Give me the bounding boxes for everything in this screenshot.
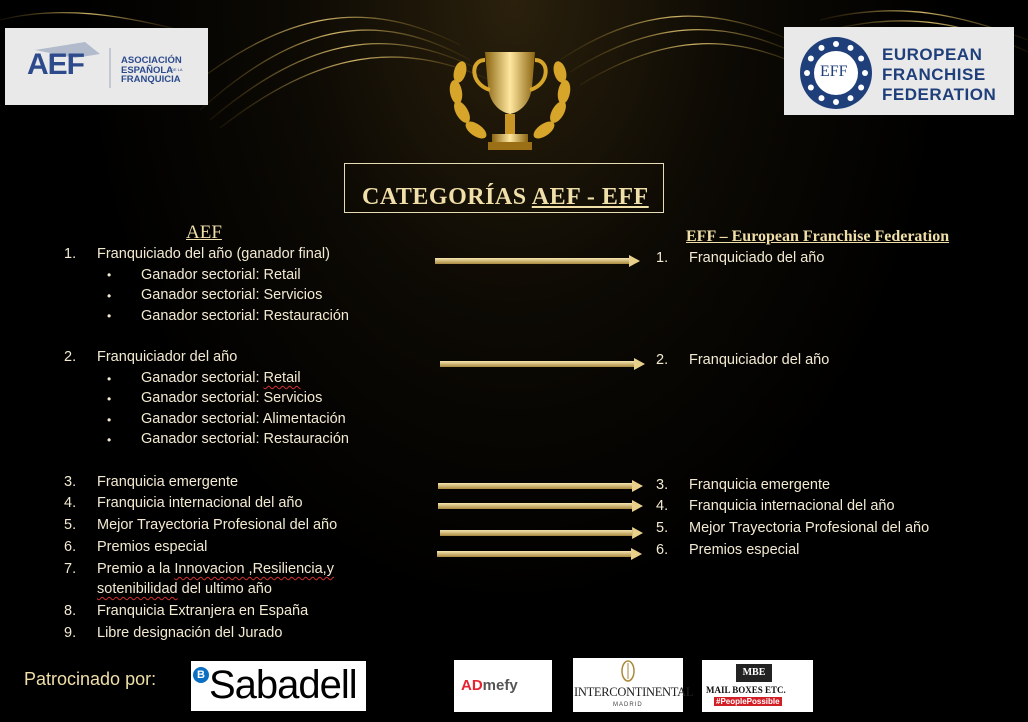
sabadell-wordmark: Sabadell bbox=[209, 663, 357, 707]
sabadell-b-badge: B bbox=[193, 667, 209, 683]
eff-star-icon bbox=[858, 56, 864, 62]
title-prefix: CATEGORÍAS bbox=[362, 184, 532, 210]
intercontinental-emblem-icon bbox=[621, 660, 635, 682]
aef-item-8-label: Franquicia Extranjera en España bbox=[97, 603, 309, 619]
eff-item-6-label: Premios especial bbox=[689, 542, 800, 558]
aef-sub1-2: Ganador sectorial: Servicios bbox=[141, 287, 323, 303]
mbe-logo bbox=[702, 660, 813, 712]
eff-logo-line2: FRANCHISE bbox=[882, 65, 986, 84]
aef-item-3-num: 3. bbox=[64, 474, 77, 490]
aef-item-7-a: Premio a la bbox=[97, 561, 175, 577]
aef-item-4-label: Franquicia internacional del año bbox=[97, 495, 303, 511]
sponsor-label: Patrocinado por: bbox=[24, 669, 157, 689]
bullet: • bbox=[107, 289, 112, 303]
eff-item-5-num: 5. bbox=[656, 520, 669, 536]
eff-item-2-num: 2. bbox=[656, 352, 669, 368]
aef-item-7-d: del ultimo año bbox=[177, 581, 272, 597]
aef-item-7-line2 bbox=[97, 581, 272, 597]
arrow-right-icon bbox=[440, 358, 645, 370]
aef-item-4-num: 4. bbox=[64, 495, 77, 511]
bullet: • bbox=[107, 392, 112, 406]
mbe-wordmark: MAIL BOXES ETC. bbox=[706, 685, 786, 695]
aef-sub2-2: Ganador sectorial: Servicios bbox=[141, 390, 323, 406]
aef-logo-line2: ESPAÑOLA bbox=[121, 65, 174, 76]
eff-star-icon bbox=[862, 70, 868, 76]
aef-item-7-line1 bbox=[97, 561, 334, 577]
eff-star-icon bbox=[819, 45, 825, 51]
aef-sub2-prefix: Ganador sectorial: bbox=[141, 370, 264, 386]
eff-star-icon bbox=[808, 85, 814, 91]
eff-star-icon bbox=[858, 85, 864, 91]
aef-heading: AEF bbox=[186, 222, 222, 243]
aef-sub2-1 bbox=[141, 370, 301, 386]
aef-logo-line3: FRANQUICIA bbox=[121, 74, 181, 85]
eff-item-3-num: 3. bbox=[656, 477, 669, 493]
aef-sub1-3: Ganador sectorial: Restauración bbox=[141, 308, 349, 324]
arrow-right-icon bbox=[435, 255, 640, 267]
eff-emblem-text: EFF bbox=[820, 63, 848, 80]
eff-item-1-num: 1. bbox=[656, 250, 669, 266]
eff-star-icon bbox=[848, 45, 854, 51]
arrow-right-icon bbox=[440, 527, 643, 539]
aef-item-7-num: 7. bbox=[64, 561, 77, 577]
admefy-mefy: mefy bbox=[482, 677, 518, 694]
aef-item-7-b: Innovacion ,Resiliencia,y bbox=[174, 561, 334, 577]
eff-star-icon bbox=[819, 95, 825, 101]
aef-logo-de-la: DE LA bbox=[171, 67, 183, 72]
eff-item-2-label: Franquiciador del año bbox=[689, 352, 830, 368]
bullet: • bbox=[107, 413, 112, 427]
arrow-right-icon bbox=[437, 548, 642, 560]
intercontinental-wordmark: INTERCONTINENTAL bbox=[574, 685, 694, 699]
eff-star-icon bbox=[833, 41, 839, 47]
eff-item-3-label: Franquicia emergente bbox=[689, 477, 831, 493]
aef-item-9-label: Libre designación del Jurado bbox=[97, 625, 283, 641]
aef-item-1-label: Franquiciado del año (ganador final) bbox=[97, 246, 330, 262]
aef-logo bbox=[5, 28, 208, 105]
sabadell-logo bbox=[191, 661, 366, 711]
eff-star-icon bbox=[833, 99, 839, 105]
aef-item-1-num: 1. bbox=[64, 246, 77, 262]
eff-item-5-label: Mejor Trayectoria Profesional del año bbox=[689, 520, 930, 536]
aef-item-8-num: 8. bbox=[64, 603, 77, 619]
eff-item-4-label: Franquicia internacional del año bbox=[689, 498, 895, 514]
eff-logo-line1: EUROPEAN bbox=[882, 45, 983, 64]
aef-item-7-c: sotenibilidad bbox=[97, 581, 178, 597]
eff-heading: EFF – European Franchise Federation bbox=[686, 228, 950, 245]
aef-item-6-label: Premios especial bbox=[97, 539, 208, 555]
eff-item-4-num: 4. bbox=[656, 498, 669, 514]
bullet: • bbox=[107, 372, 112, 386]
intercontinental-city: MADRID bbox=[613, 702, 643, 708]
title-underlined: AEF - EFF bbox=[531, 184, 649, 210]
aef-item-2-label: Franquiciador del año bbox=[97, 349, 238, 365]
eff-logo-line3: FEDERATION bbox=[882, 85, 997, 104]
eff-star-icon bbox=[848, 95, 854, 101]
aef-sub1-1: Ganador sectorial: Retail bbox=[141, 267, 301, 283]
bullet: • bbox=[107, 433, 112, 447]
bullet: • bbox=[107, 268, 112, 282]
mbe-badge: MBE bbox=[736, 664, 772, 682]
aef-item-5-num: 5. bbox=[64, 517, 77, 533]
aef-sub2-retail: Retail bbox=[263, 370, 301, 386]
aef-item-5-label: Mejor Trayectoria Profesional del año bbox=[97, 517, 338, 533]
aef-sub2-4: Ganador sectorial: Restauración bbox=[141, 431, 349, 447]
admefy-logo bbox=[454, 660, 552, 712]
admefy-wordmark bbox=[461, 677, 518, 694]
eff-logo bbox=[784, 27, 1014, 115]
aef-item-2-num: 2. bbox=[64, 349, 77, 365]
eff-item-1-label: Franquiciado del año bbox=[689, 250, 825, 266]
eff-star-icon bbox=[804, 70, 810, 76]
aef-item-9-num: 9. bbox=[64, 625, 77, 641]
mbe-tagline: #PeoplePossible bbox=[716, 697, 780, 706]
eff-star-icon bbox=[808, 56, 814, 62]
aef-item-3-label: Franquicia emergente bbox=[97, 474, 239, 490]
aef-logo-initials: AEF bbox=[27, 48, 84, 81]
trophy-icon bbox=[440, 42, 580, 162]
aef-item-6-num: 6. bbox=[64, 539, 77, 555]
bullet: • bbox=[107, 309, 112, 323]
eff-item-6-num: 6. bbox=[656, 542, 669, 558]
arrow-right-icon bbox=[438, 500, 643, 512]
intercontinental-logo bbox=[573, 658, 694, 712]
aef-sub2-3: Ganador sectorial: Alimentación bbox=[141, 411, 346, 427]
aef-logo-line1: ASOCIACIÓN bbox=[121, 55, 182, 66]
page-title bbox=[362, 184, 649, 211]
admefy-ad: AD bbox=[461, 677, 483, 694]
arrow-right-icon bbox=[438, 480, 643, 492]
